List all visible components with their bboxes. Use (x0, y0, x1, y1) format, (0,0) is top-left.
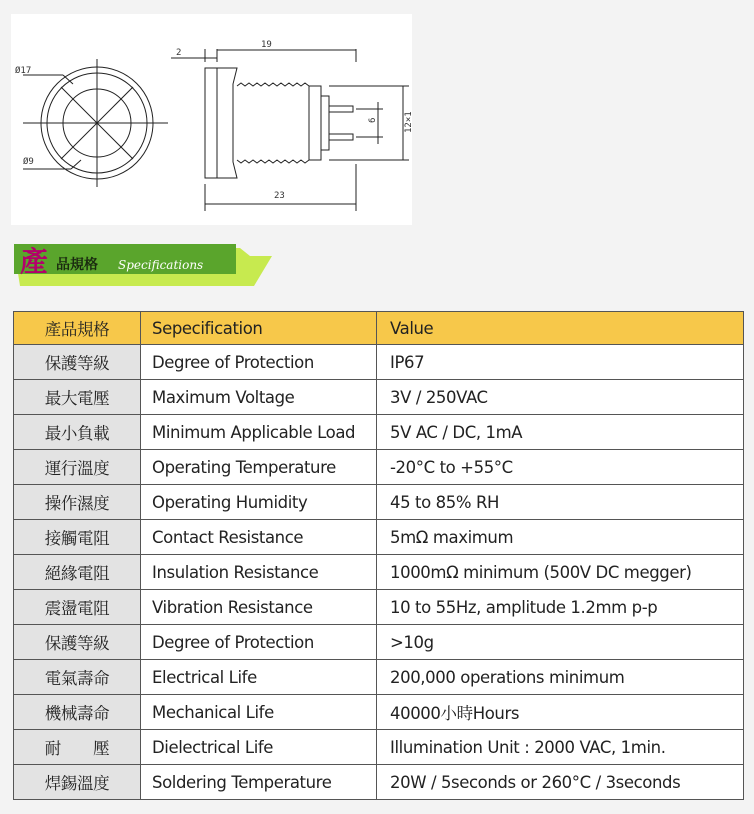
cell-value: 5V AC / DC, 1mA (377, 415, 744, 450)
table-row (14, 555, 744, 590)
cell-value: 10 to 55Hz, amplitude 1.2mm p-p (377, 590, 744, 625)
cell-chinese-name: 焊錫溫度 (14, 765, 141, 800)
header-cell-value: Value (377, 312, 744, 345)
pin-top (329, 106, 353, 112)
header-cell-cn: 產品規格 (14, 312, 141, 345)
cell-chinese-name: 操作濕度 (14, 485, 141, 520)
pin-bottom (329, 134, 353, 140)
cell-chinese-name: 最小負載 (14, 415, 141, 450)
cell-chinese-name: 絕緣電阻 (14, 555, 141, 590)
cell-specification: Contact Resistance (141, 520, 377, 555)
bezel-cap (217, 68, 237, 178)
cell-specification: Operating Humidity (141, 485, 377, 520)
cell-specification: Mechanical Life (141, 695, 377, 730)
cell-specification: Degree of Protection (141, 345, 377, 380)
cell-chinese-name: 保護等級 (14, 625, 141, 660)
cell-value: 20W / 5seconds or 260°C / 3seconds (377, 765, 744, 800)
dim-top-small: 2 (176, 48, 182, 58)
cell-specification: Insulation Resistance (141, 555, 377, 590)
cell-specification: Minimum Applicable Load (141, 415, 377, 450)
dim-inner-diameter: Ø9 (23, 157, 34, 167)
cell-chinese-name: 震盪電阻 (14, 590, 141, 625)
table-row (14, 625, 744, 660)
dim-thread: 12×1 (404, 111, 414, 133)
cell-value: 1000mΩ minimum (500V DC megger) (377, 555, 744, 590)
thread-top (237, 83, 309, 86)
dim-bottom-length: 23 (274, 191, 285, 201)
table-row (14, 590, 744, 625)
cell-chinese-name: 耐 壓 (14, 730, 141, 765)
rear-housing (309, 86, 321, 160)
banner-title-cn: 品規格 (56, 257, 98, 273)
bezel-flange (205, 68, 217, 178)
table-row (14, 520, 744, 555)
technical-drawing (11, 14, 412, 225)
cell-value: 5mΩ maximum (377, 520, 744, 555)
dim-outer-diameter: Ø17 (15, 66, 32, 76)
table-row (14, 485, 744, 520)
cell-value: 200,000 operations minimum (377, 660, 744, 695)
cell-chinese-name: 機械壽命 (14, 695, 141, 730)
cell-specification: Dielectrical Life (141, 730, 377, 765)
cell-value: >10g (377, 625, 744, 660)
dim-top-length: 19 (261, 40, 272, 50)
table-row (14, 415, 744, 450)
table-row (14, 660, 744, 695)
table-header-row (14, 312, 744, 345)
cell-value: 45 to 85% RH (377, 485, 744, 520)
specifications-banner (10, 238, 272, 288)
specifications-table (13, 311, 744, 800)
table-row (14, 695, 744, 730)
cell-specification: Electrical Life (141, 660, 377, 695)
cell-specification: Operating Temperature (141, 450, 377, 485)
cell-chinese-name: 電氣壽命 (14, 660, 141, 695)
cell-value: -20°C to +55°C (377, 450, 744, 485)
table-row (14, 730, 744, 765)
table-row (14, 345, 744, 380)
banner-shape (10, 238, 272, 288)
dim-pin-spacing: 6 (368, 117, 378, 123)
rear-base (321, 96, 329, 150)
cell-specification: Maximum Voltage (141, 380, 377, 415)
cell-value: IP67 (377, 345, 744, 380)
cell-chinese-name: 接觸電阻 (14, 520, 141, 555)
cell-specification: Vibration Resistance (141, 590, 377, 625)
cell-specification: Soldering Temperature (141, 765, 377, 800)
cell-chinese-name: 保護等級 (14, 345, 141, 380)
cell-value: Illumination Unit : 2000 VAC, 1min. (377, 730, 744, 765)
header-cell-spec: Sepecification (141, 312, 377, 345)
drawing-svg (11, 14, 412, 225)
cell-chinese-name: 最大電壓 (14, 380, 141, 415)
table-row (14, 380, 744, 415)
table-row (14, 450, 744, 485)
cell-value: 3V / 250VAC (377, 380, 744, 415)
table-row (14, 765, 744, 800)
cell-chinese-name: 運行溫度 (14, 450, 141, 485)
cell-value: 40000小時Hours (377, 695, 744, 730)
banner-title-en: Specifications (118, 258, 204, 272)
cell-specification: Degree of Protection (141, 625, 377, 660)
thread-bottom (237, 160, 309, 163)
banner-big-char: 產 (20, 245, 49, 278)
